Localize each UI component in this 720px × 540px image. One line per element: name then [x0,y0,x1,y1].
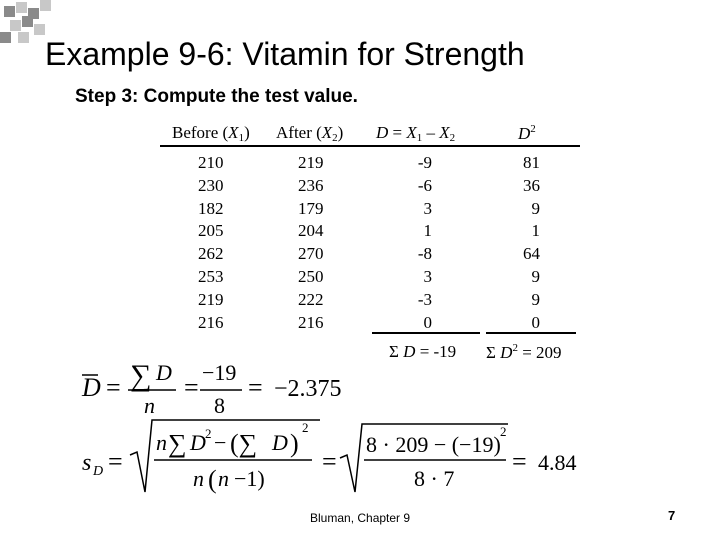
d2-cell: 0 [531,312,540,332]
before-cell: 210 [198,153,224,172]
svg-text:−1): −1) [234,466,265,491]
svg-text:n: n [193,466,204,491]
svg-text:8 · 7: 8 · 7 [414,466,455,491]
svg-text:(∑: (∑ [230,429,258,458]
svg-text:−19: −19 [202,360,237,385]
svg-text:s: s [82,450,92,476]
d-cell: 0 [423,312,432,332]
before-cell: 219 [198,289,224,309]
svg-text:D: D [93,464,104,479]
svg-text:∑: ∑ [168,429,187,458]
after-cell: 204 [298,221,324,241]
before-cell: 182 [198,198,224,218]
header-after: After $(X_2)$ [276,123,344,144]
d2-cell: 1 [531,221,540,241]
svg-text:=: = [106,373,121,402]
header-d: $D = X_1 - X_2$ [376,123,456,144]
after-cell: 236 [298,175,324,195]
svg-text:=: = [322,447,337,476]
svg-text:=: = [108,447,123,476]
before-cell: 216 [198,312,224,332]
svg-text:2: 2 [500,424,507,439]
svg-text:=: = [512,447,527,476]
svg-text:n: n [144,393,155,418]
svg-text:(: ( [208,465,217,494]
header-d2: $D^2$ [518,123,536,143]
svg-text:): ) [290,429,299,458]
before-cell: 262 [198,244,224,264]
svg-text:n: n [218,466,229,491]
after-cell: 179 [298,198,324,218]
d-cell: 1 [423,221,432,241]
after-cell: 250 [298,266,324,286]
svg-text:n: n [156,430,167,455]
page-number: 7 [668,508,676,523]
svg-text:D: D [190,430,206,455]
after-cell: 219 [298,153,324,172]
slide-subtitle: Step 3: Compute the test value. [75,86,358,107]
after-cell: 222 [298,289,324,309]
d2-cell: 9 [531,266,540,286]
d-cell: -9 [417,153,432,172]
svg-text:8 · 209 − (−19): 8 · 209 − (−19) [366,432,501,457]
d2-cell: 81 [523,153,540,172]
svg-text:2: 2 [302,420,309,435]
d-cell: -8 [417,244,432,264]
svg-text:D: D [156,360,172,385]
before-cell: 230 [198,175,224,195]
d2-cell: 64 [523,244,540,264]
svg-text:=: = [184,373,199,402]
mean-formula [81,359,342,418]
mean-result: −2.375 [274,376,342,402]
header-before: Before $(X_1)$ [172,123,250,144]
svg-text:D: D [82,373,101,402]
after-cell: 216 [298,312,324,332]
sd-formula [82,420,577,494]
svg-text:=: = [248,373,263,402]
svg-text:−: − [214,430,227,455]
before-cell: 205 [198,221,224,241]
d-cell: -6 [417,175,432,195]
d-cell: 3 [423,198,432,218]
footer-text: Bluman, Chapter 9 [310,511,411,525]
after-cell: 270 [298,244,324,264]
svg-text:8: 8 [214,393,225,418]
d2-cell: 36 [523,175,540,195]
svg-text:D: D [272,430,288,455]
before-cell: 253 [198,266,224,286]
d2-cell: 9 [531,198,540,218]
d2-cell: 9 [531,289,540,309]
d-cell: 3 [423,266,432,286]
svg-text:2: 2 [205,426,212,441]
svg-text:∑: ∑ [130,359,152,392]
sd-result: 4.84 [538,450,577,475]
d-cell: -3 [417,289,432,309]
slide-title: Example 9-6: Vitamin for Strength [45,36,525,72]
sum-d: Σ D = -19 [389,342,457,361]
sum-d2: Σ $D^2 = 209$ [486,342,562,362]
